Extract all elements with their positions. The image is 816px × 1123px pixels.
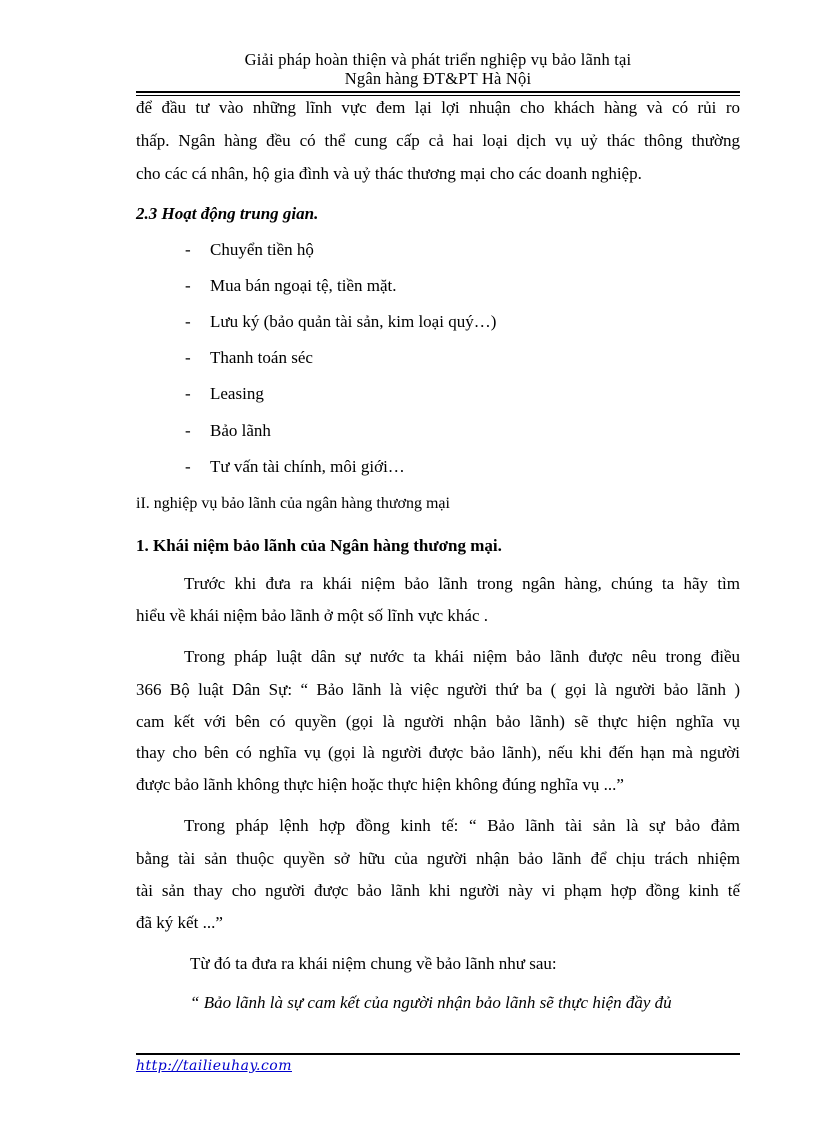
list-item-text: Thanh toán séc [210,348,313,367]
list-dash: - [185,384,191,403]
paragraph-3-line-4: đã ký kết ...” [136,913,223,932]
paragraph-2-line-1: Trong pháp luật dân sự nước ta khái niệm bảo lãnh được nêu trong điều [184,647,740,666]
list-item-text: Mua bán ngoại tệ, tiền mặt. [210,276,397,295]
paragraph-4: Từ đó ta đưa ra khái niệm chung về bảo lãnh như sau: [190,954,557,973]
page-header [136,50,740,88]
paragraph-1-line-2: hiểu về khái niệm bảo lãnh ở một số lĩnh vực khác . [136,606,488,625]
list-dash: - [185,348,191,367]
paragraph-2-line-3: cam kết với bên có quyền (gọi là người nhận bảo lãnh) sẽ thực hiện nghĩa vụ [136,712,740,731]
paragraph-2-line-5: được bảo lãnh không thực hiện hoặc thực hiện không đúng nghĩa vụ ...” [136,775,624,794]
header-divider-thin [136,95,740,96]
intro-line-2: thấp. Ngân hàng đều có thể cung cấp cả hai loại dịch vụ uỷ thác thông thường [136,131,740,150]
list-item-text: Lưu ký (bảo quản tài sản, kim loại quý…) [210,312,497,331]
list-dash: - [185,421,191,440]
list-dash: - [185,276,191,295]
list-dash: - [185,312,191,331]
header-title-line-2: Ngân hàng ĐT&PT Hà Nội [344,69,532,88]
list-item-text: Bảo lãnh [210,421,271,440]
header-title-line-1: Giải pháp hoàn thiện và phát triển nghiệp vụ bảo lãnh tại [244,50,632,69]
section-2-3-heading: 2.3 Hoạt động trung gian. [136,204,319,223]
paragraph-2-line-2: 366 Bộ luật Dân Sự: “ Bảo lãnh là việc người thứ ba ( gọi là người bảo lãnh ) [136,680,740,699]
definition-quote: “ Bảo lãnh là sự cam kết của người nhận bảo lãnh sẽ thực hiện đầy đủ [190,993,672,1012]
section-ii-heading: iI. nghiệp vụ bảo lãnh của ngân hàng thương mại [136,495,450,512]
list-item-text: Tư vấn tài chính, môi giới… [210,457,405,476]
intro-line-3: cho các cá nhân, hộ gia đình và uỷ thác thương mại cho các doanh nghiệp. [136,164,642,183]
list-dash: - [185,457,191,476]
paragraph-3-line-3: tài sản thay cho người được bảo lãnh khi người này vi phạm hợp đồng kinh tế [136,881,740,900]
paragraph-2-line-4: thay cho bên có nghĩa vụ (gọi là người được bảo lãnh), nếu khi đến hạn mà người [136,743,740,762]
list-item-text: Chuyển tiền hộ [210,240,314,259]
intro-line-1: để đầu tư vào những lĩnh vực đem lại lợi nhuận cho khách hàng và có rủi ro [136,98,740,117]
paragraph-3-line-2: bằng tài sản thuộc quyền sở hữu của người nhận bảo lãnh để chịu trách nhiệm [136,849,740,868]
list-dash: - [185,240,191,259]
header-divider [136,91,740,93]
list-item-text: Leasing [210,384,264,403]
paragraph-3-line-1: Trong pháp lệnh hợp đồng kinh tế: “ Bảo lãnh tài sản là sự bảo đảm [184,816,740,835]
footer-website-link[interactable]: http://tailieuhay.com [136,1058,292,1074]
paragraph-1-line-1: Trước khi đưa ra khái niệm bảo lãnh trong ngân hàng, chúng ta hãy tìm [184,574,740,593]
section-1-heading: 1. Khái niệm bảo lãnh của Ngân hàng thương mại. [136,536,502,555]
footer-divider [136,1053,740,1055]
